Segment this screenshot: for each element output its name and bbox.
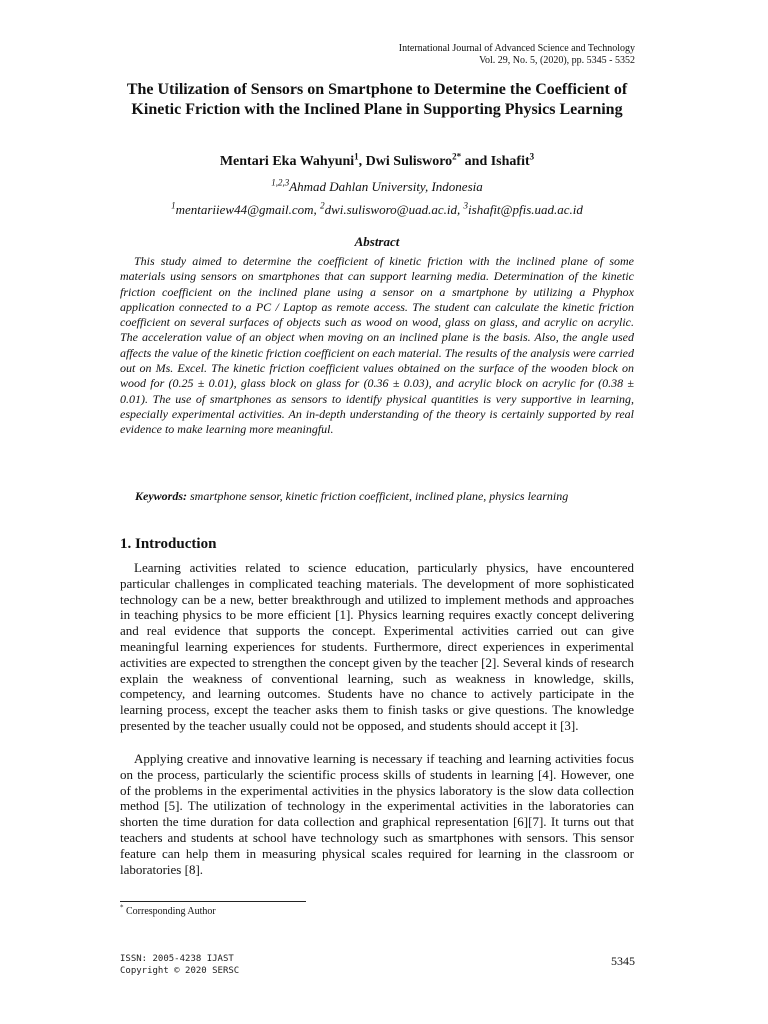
journal-name: International Journal of Advanced Science and Technology — [398, 43, 635, 54]
author-separator: and — [461, 154, 491, 169]
author-emails — [120, 201, 634, 218]
body-paragraph: Learning activities related to science education, particularly physics, have encountered particular challenges in complicated teaching materials. The development of more sophisticated technology can be a new, better breakthrough and utilized to implement methods and approaches in teaching physics to be more efficient [1]. Physics learning requires exactly concept delivering and real evidence that supports the concept. Experimental activities carried out can give meaningful learning experiences for students. Furthermore, direct experiences in experimental activities are expected to strengthen the concept given by the teacher [2]. Several kinds of research explain the weakness of conventional learning, such as weakness in knowledge, skills, competency, and learning outcomes. Students have no chance to actively participate in the learning process, except the teacher asks them to finish tasks or give questions. The knowledge presented by the teacher usually could not be opposed, and students should accept it [3]. — [120, 560, 634, 733]
email-superscript: 2 — [320, 200, 325, 211]
affiliation-superscript: 1,2,3 — [271, 177, 290, 188]
author-name: Dwi Sulisworo — [365, 154, 453, 169]
affiliation-text: Ahmad Dahlan University, Indonesia — [289, 179, 483, 194]
keywords-label: Keywords: — [135, 489, 187, 503]
body-paragraph: Applying creative and innovative learning is necessary if teaching and learning activities focus on the process, particularly the scientific process skills of students in learning [4]. However, one of the problems in the experimental activities in the physics laboratory is the slow data collection method [5]. The utilization of technology in the experimental activities in the laboratories can shorten the time duration for data collection and graphical representation [6][7]. It turns out that teachers and students at school have technology such as smartphones with sensors. This sensor feature can help them in measuring physical scales required for learning in the classroom or laboratories [8]. — [120, 751, 634, 877]
journal-header — [399, 43, 635, 67]
author-name: Ishafit — [490, 154, 530, 169]
section-heading: 1. Introduction — [120, 536, 217, 552]
keywords — [135, 489, 634, 504]
author-superscript: 3 — [529, 151, 535, 162]
paper-title: The Utilization of Sensors on Smartphone to Determine the Coefficient of Kinetic Friction with the Inclined Plane in Supporting Physics Learning — [126, 81, 628, 118]
abstract-text: This study aimed to determine the coefficient of kinetic friction with the inclined plane of some materials using sensors on smartphones that can support learning media. Determination of the kinetic friction coefficient on the inclined plane using a sensor on a smartphone by utilizing a Phyphox application connected to a PC / Laptop as remote access. The student can calculate the kinetic friction coefficient on several surfaces of objects such as wood on wood, glass on glass, and acrylic on acrylic. The acceleration value of an object when moving on an inclined plane is the basis. Also, the angle used affects the value of the kinetic friction coefficient on each material. The results of the analysis were carried out on Ms. Excel. The kinetic friction coefficient values obtained on the surface of the wooden block on wood for (0.25 ± 0.01), glass block on glass for (0.36 ± 0.03), and acrylic block on acrylic for (0.38 ± 0.01). The use of smartphones as sensors to identify physical quantities is very supportive in learning, especially experimental activities. An in-depth understanding of the theory is certainly supported by real evidence to make learning more meaningful. — [120, 254, 634, 437]
keywords-text: smartphone sensor, kinetic friction coefficient, inclined plane, physics learning — [187, 489, 569, 503]
email-superscript: 3 — [463, 200, 469, 211]
author-separator: , — [358, 154, 366, 169]
footnote — [120, 905, 216, 918]
email-superscript: 1 — [171, 200, 176, 211]
footnote-mark: * — [120, 903, 124, 912]
email-address: dwi.sulisworo@uad.ac.id, — [324, 202, 464, 217]
email-address: ishafit@pfis.uad.ac.id — [468, 202, 583, 217]
author-list — [120, 153, 634, 171]
author-superscript: 2* — [452, 151, 462, 162]
page-footer — [120, 953, 239, 977]
issn: ISSN: 2005-4238 IJAST — [120, 954, 234, 964]
author-superscript: 1 — [354, 151, 359, 162]
abstract-heading: Abstract — [354, 234, 400, 249]
email-address: mentariiew44@gmail.com, — [175, 202, 321, 217]
page-number: 5345 — [611, 954, 635, 968]
journal-volume: Vol. 29, No. 5, (2020), pp. 5345 - 5352 — [479, 55, 635, 66]
footnote-text: Corresponding Author — [123, 906, 216, 917]
author-name: Mentari Eka Wahyuni — [219, 154, 355, 169]
footnote-rule — [120, 901, 306, 902]
affiliation — [120, 178, 634, 195]
copyright: Copyright © 2020 SERSC — [120, 966, 240, 976]
